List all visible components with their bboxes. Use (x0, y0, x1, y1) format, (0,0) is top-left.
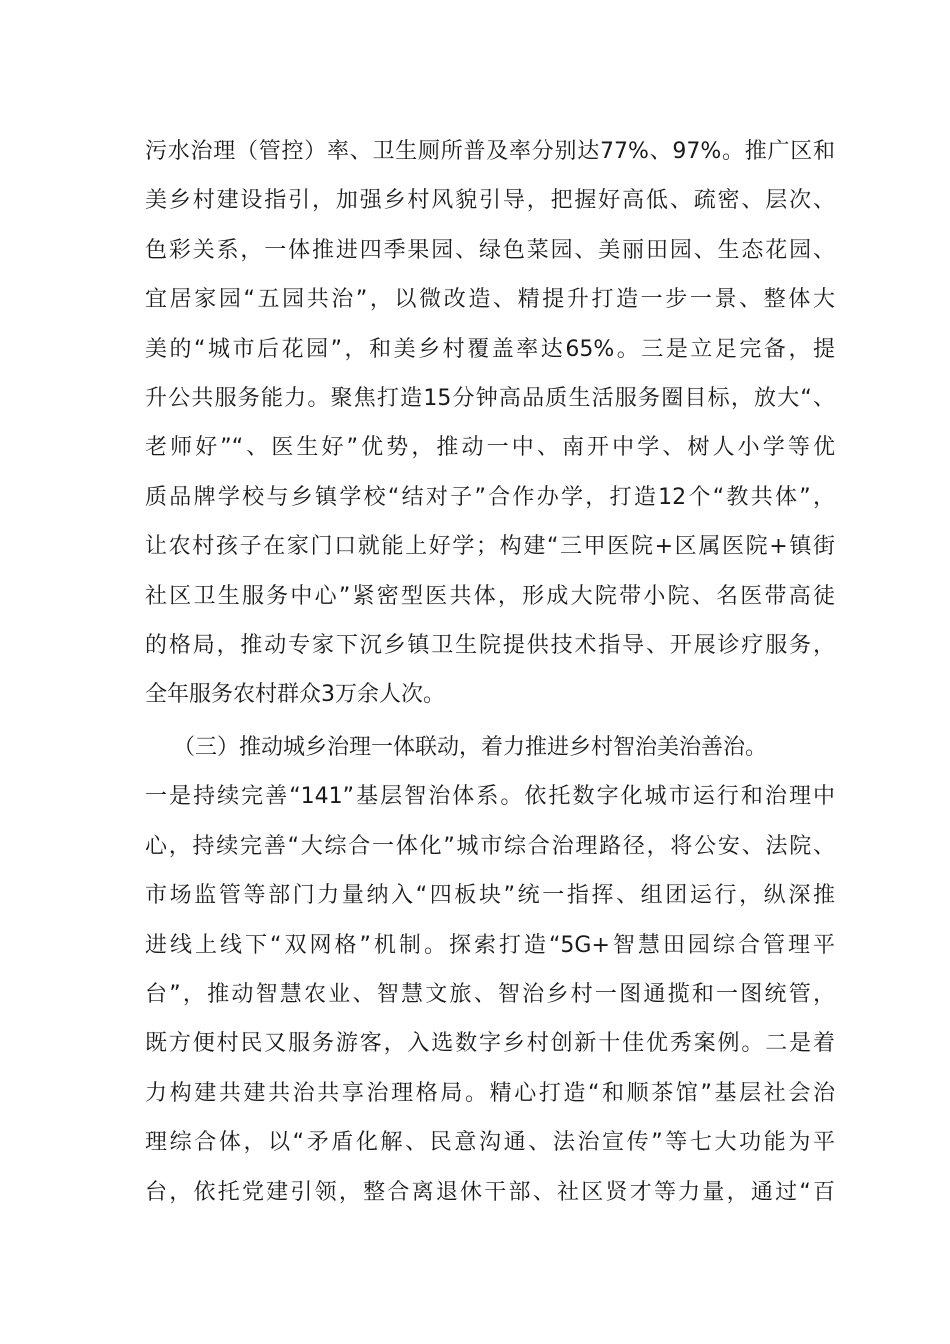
text-line: 既方便村民又服务游客，入选数字乡村创新十佳优秀案例。二是着 (145, 1031, 835, 1057)
paragraph-rural-services (145, 127, 835, 720)
text-line: 宜居家园“五园共治”，以微改造、精提升打造一步一景、整体大 (145, 287, 835, 313)
text-line: 力构建共建共治共享治理格局。精心打造“和顺茶馆”基层社会治 (145, 1080, 835, 1106)
text-line: 台，依托党建引领，整合离退休干部、社区贤才等力量，通过“百 (145, 1179, 835, 1205)
text-line: 一是持续完善“141”基层智治体系。依托数字化城市运行和治理中 (145, 784, 835, 810)
text-line: 色彩关系，一体推进四季果园、绿色菜园、美丽田园、生态花园、 (145, 237, 835, 263)
text-line: 理综合体，以“矛盾化解、民意沟通、法治宣传”等七大功能为平 (145, 1130, 835, 1156)
text-line: 全年服务农村群众3万余人次。 (145, 682, 445, 708)
text-line: 美的“城市后花园”，和美乡村覆盖率达65%。三是立足完备，提 (145, 336, 835, 362)
text-line: 美乡村建设指引，加强乡村风貌引导，把握好高低、疏密、层次、 (145, 188, 835, 214)
text-line: 市场监管等部门力量纳入“四板块”统一指挥、组团运行，纵深推 (145, 883, 835, 909)
text-line: 老师好”“、医生好”优势，推动一中、南开中学、树人小学等优 (145, 435, 835, 461)
text-line: 升公共服务能力。聚焦打造15分钟高品质生活服务圈目标，放大“、 (145, 385, 835, 411)
text-line: 的格局，推动专家下沉乡镇卫生院提供技术指导、开展诊疗服务， (145, 632, 835, 658)
text-line: 社区卫生服务中心”紧密型医共体，形成大院带小院、名医带高徒 (145, 583, 835, 609)
text-line: 台”，推动智慧农业、智慧文旅、智治乡村一图通揽和一图统管， (145, 981, 835, 1007)
text-line: 心，持续完善“大综合一体化”城市综合治理路径，将公安、法院、 (145, 833, 835, 859)
text-line: 质品牌学校与乡镇学校“结对子”合作办学，打造12个“教共体”， (145, 484, 835, 510)
paragraph-urban-rural-governance (145, 723, 835, 1217)
text-line: 进线上线下“双网格”机制。探索打造“5G+智慧田园综合管理平 (145, 932, 835, 958)
section-heading-line: （三）推动城乡治理一体联动，着力推进乡村智治美治善治。 (173, 735, 768, 760)
text-line: 污水治理（管控）率、卫生厕所普及率分别达77%、97%。推广区和 (145, 139, 835, 164)
text-line: 让农村孩子在家门口就能上好学；构建“三甲医院+区属医院+镇街 (145, 534, 835, 560)
